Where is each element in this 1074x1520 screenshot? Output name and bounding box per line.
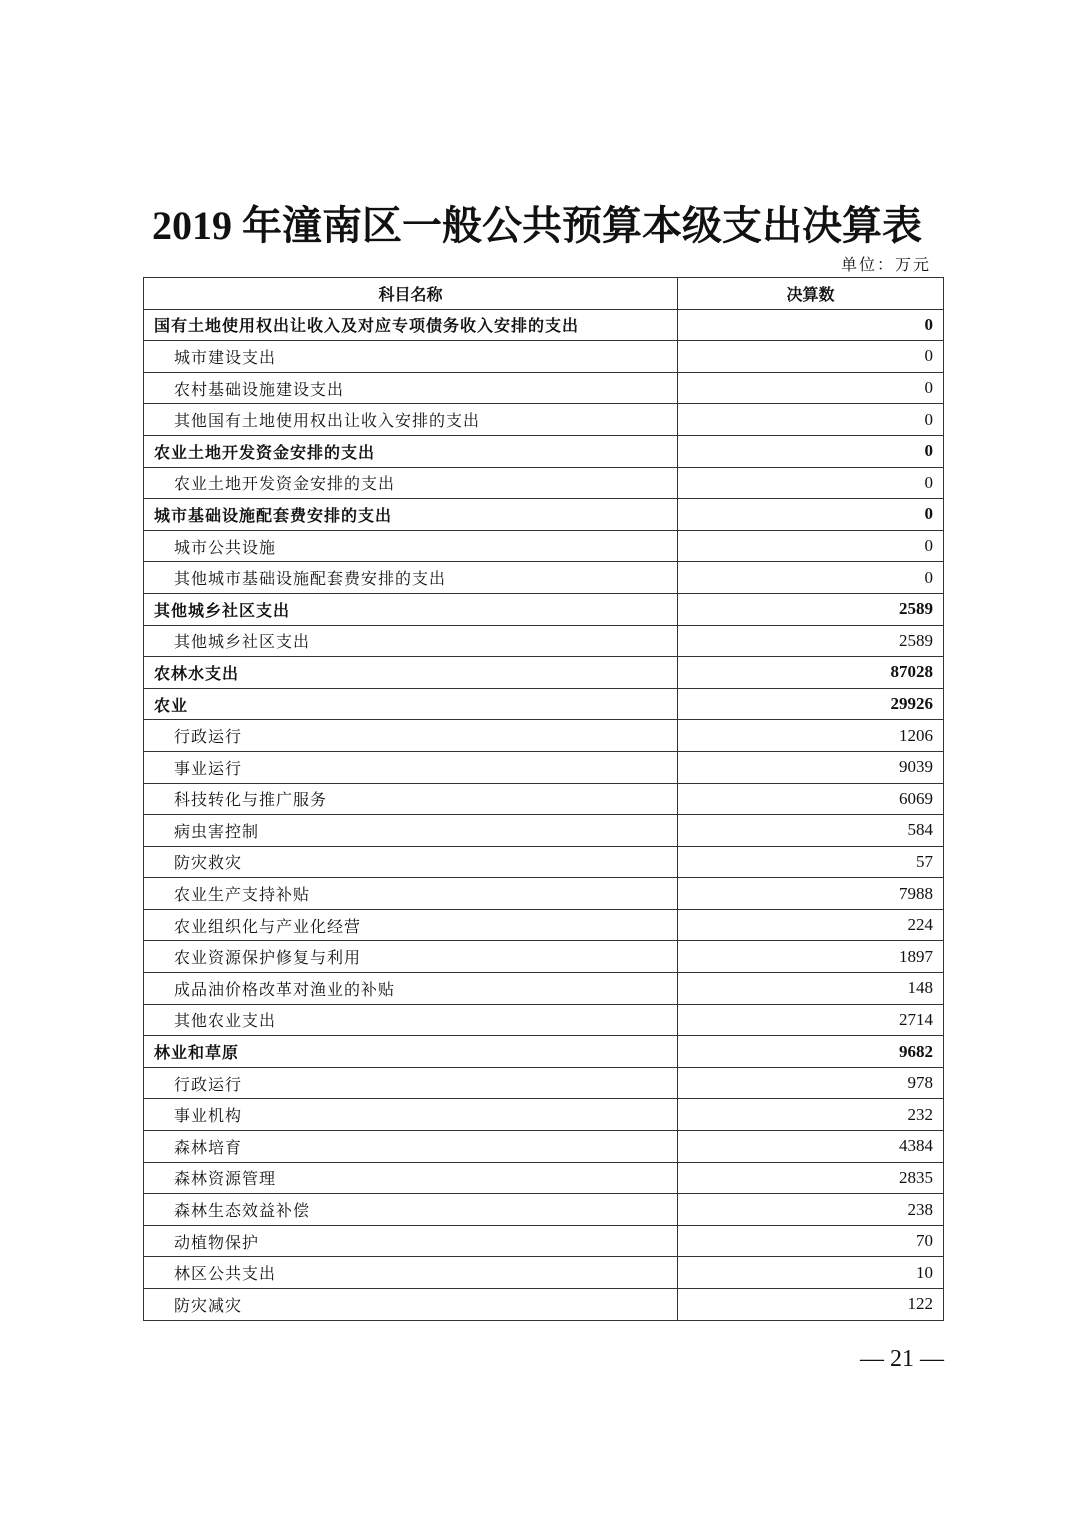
row-amount: 232 (678, 1099, 944, 1131)
row-item-name: 城市公共设施 (144, 530, 678, 562)
table-row (144, 435, 944, 467)
table-row (144, 372, 944, 404)
row-item-name: 森林生态效益补偿 (144, 1194, 678, 1226)
row-item-name: 其他城乡社区支出 (144, 593, 678, 625)
row-item-name: 其他农业支出 (144, 1004, 678, 1036)
row-item-name: 国有土地使用权出让收入及对应专项债务收入安排的支出 (144, 309, 678, 341)
table-row (144, 562, 944, 594)
table-body (144, 309, 944, 1320)
table-row (144, 1289, 944, 1321)
table-row (144, 1036, 944, 1068)
row-item-name: 其他国有土地使用权出让收入安排的支出 (144, 404, 678, 436)
row-item-name: 其他城乡社区支出 (144, 625, 678, 657)
row-amount: 1897 (678, 941, 944, 973)
row-item-name: 成品油价格改革对渔业的补贴 (144, 973, 678, 1005)
row-amount: 224 (678, 909, 944, 941)
row-item-name: 防灾救灾 (144, 846, 678, 878)
table-row (144, 1225, 944, 1257)
table-row (144, 973, 944, 1005)
row-amount: 0 (678, 341, 944, 373)
budget-table (143, 277, 944, 1321)
row-amount: 0 (678, 404, 944, 436)
row-item-name: 事业机构 (144, 1099, 678, 1131)
row-amount: 1206 (678, 720, 944, 752)
row-amount: 238 (678, 1194, 944, 1226)
row-amount: 0 (678, 562, 944, 594)
table-row (144, 878, 944, 910)
table-row (144, 1067, 944, 1099)
row-amount: 122 (678, 1289, 944, 1321)
header-item-name: 科目名称 (144, 278, 678, 310)
table-row (144, 1099, 944, 1131)
table-row (144, 467, 944, 499)
table-row (144, 846, 944, 878)
row-amount: 2714 (678, 1004, 944, 1036)
table-row (144, 815, 944, 847)
row-amount: 978 (678, 1067, 944, 1099)
table-row (144, 720, 944, 752)
header-amount: 决算数 (678, 278, 944, 310)
row-amount: 10 (678, 1257, 944, 1289)
row-item-name: 农业资源保护修复与利用 (144, 941, 678, 973)
table-row (144, 1257, 944, 1289)
row-item-name: 城市建设支出 (144, 341, 678, 373)
table-row (144, 1131, 944, 1163)
table-row (144, 657, 944, 689)
table-row (144, 625, 944, 657)
row-amount: 6069 (678, 783, 944, 815)
row-amount: 2589 (678, 625, 944, 657)
row-item-name: 农业 (144, 688, 678, 720)
page-title: 2019 年潼南区一般公共预算本级支出决算表 (152, 203, 922, 248)
row-amount: 9682 (678, 1036, 944, 1068)
row-amount: 584 (678, 815, 944, 847)
row-item-name: 农业生产支持补贴 (144, 878, 678, 910)
row-amount: 148 (678, 973, 944, 1005)
table-row (144, 309, 944, 341)
row-amount: 0 (678, 467, 944, 499)
table-row (144, 941, 944, 973)
row-item-name: 城市基础设施配套费安排的支出 (144, 499, 678, 531)
table-row (144, 530, 944, 562)
table-row (144, 1004, 944, 1036)
row-amount: 57 (678, 846, 944, 878)
row-amount: 70 (678, 1225, 944, 1257)
table-row (144, 1194, 944, 1226)
row-item-name: 动植物保护 (144, 1225, 678, 1257)
row-amount: 0 (678, 309, 944, 341)
row-item-name: 林业和草原 (144, 1036, 678, 1068)
row-amount: 0 (678, 435, 944, 467)
page-number: — 21 — (860, 1346, 944, 1372)
table-row (144, 404, 944, 436)
row-amount: 2589 (678, 593, 944, 625)
unit-label: 单位：万元 (840, 255, 931, 274)
table-row (144, 909, 944, 941)
row-item-name: 防灾减灾 (144, 1289, 678, 1321)
row-item-name: 农业土地开发资金安排的支出 (144, 467, 678, 499)
row-item-name: 事业运行 (144, 751, 678, 783)
row-amount: 0 (678, 372, 944, 404)
table-row (144, 783, 944, 815)
row-item-name: 农业组织化与产业化经营 (144, 909, 678, 941)
row-item-name: 农业土地开发资金安排的支出 (144, 435, 678, 467)
row-item-name: 其他城市基础设施配套费安排的支出 (144, 562, 678, 594)
row-amount: 4384 (678, 1131, 944, 1163)
row-item-name: 林区公共支出 (144, 1257, 678, 1289)
row-item-name: 行政运行 (144, 720, 678, 752)
row-amount: 9039 (678, 751, 944, 783)
row-item-name: 病虫害控制 (144, 815, 678, 847)
row-item-name: 森林资源管理 (144, 1162, 678, 1194)
row-amount: 0 (678, 499, 944, 531)
row-item-name: 科技转化与推广服务 (144, 783, 678, 815)
table-row (144, 1162, 944, 1194)
table-header-row (144, 278, 944, 310)
row-amount: 0 (678, 530, 944, 562)
row-item-name: 农村基础设施建设支出 (144, 372, 678, 404)
table-row (144, 593, 944, 625)
row-amount: 7988 (678, 878, 944, 910)
row-item-name: 行政运行 (144, 1067, 678, 1099)
table-row (144, 751, 944, 783)
table-row (144, 688, 944, 720)
row-amount: 29926 (678, 688, 944, 720)
row-amount: 87028 (678, 657, 944, 689)
row-amount: 2835 (678, 1162, 944, 1194)
row-item-name: 农林水支出 (144, 657, 678, 689)
table-row (144, 341, 944, 373)
row-item-name: 森林培育 (144, 1131, 678, 1163)
table-row (144, 499, 944, 531)
